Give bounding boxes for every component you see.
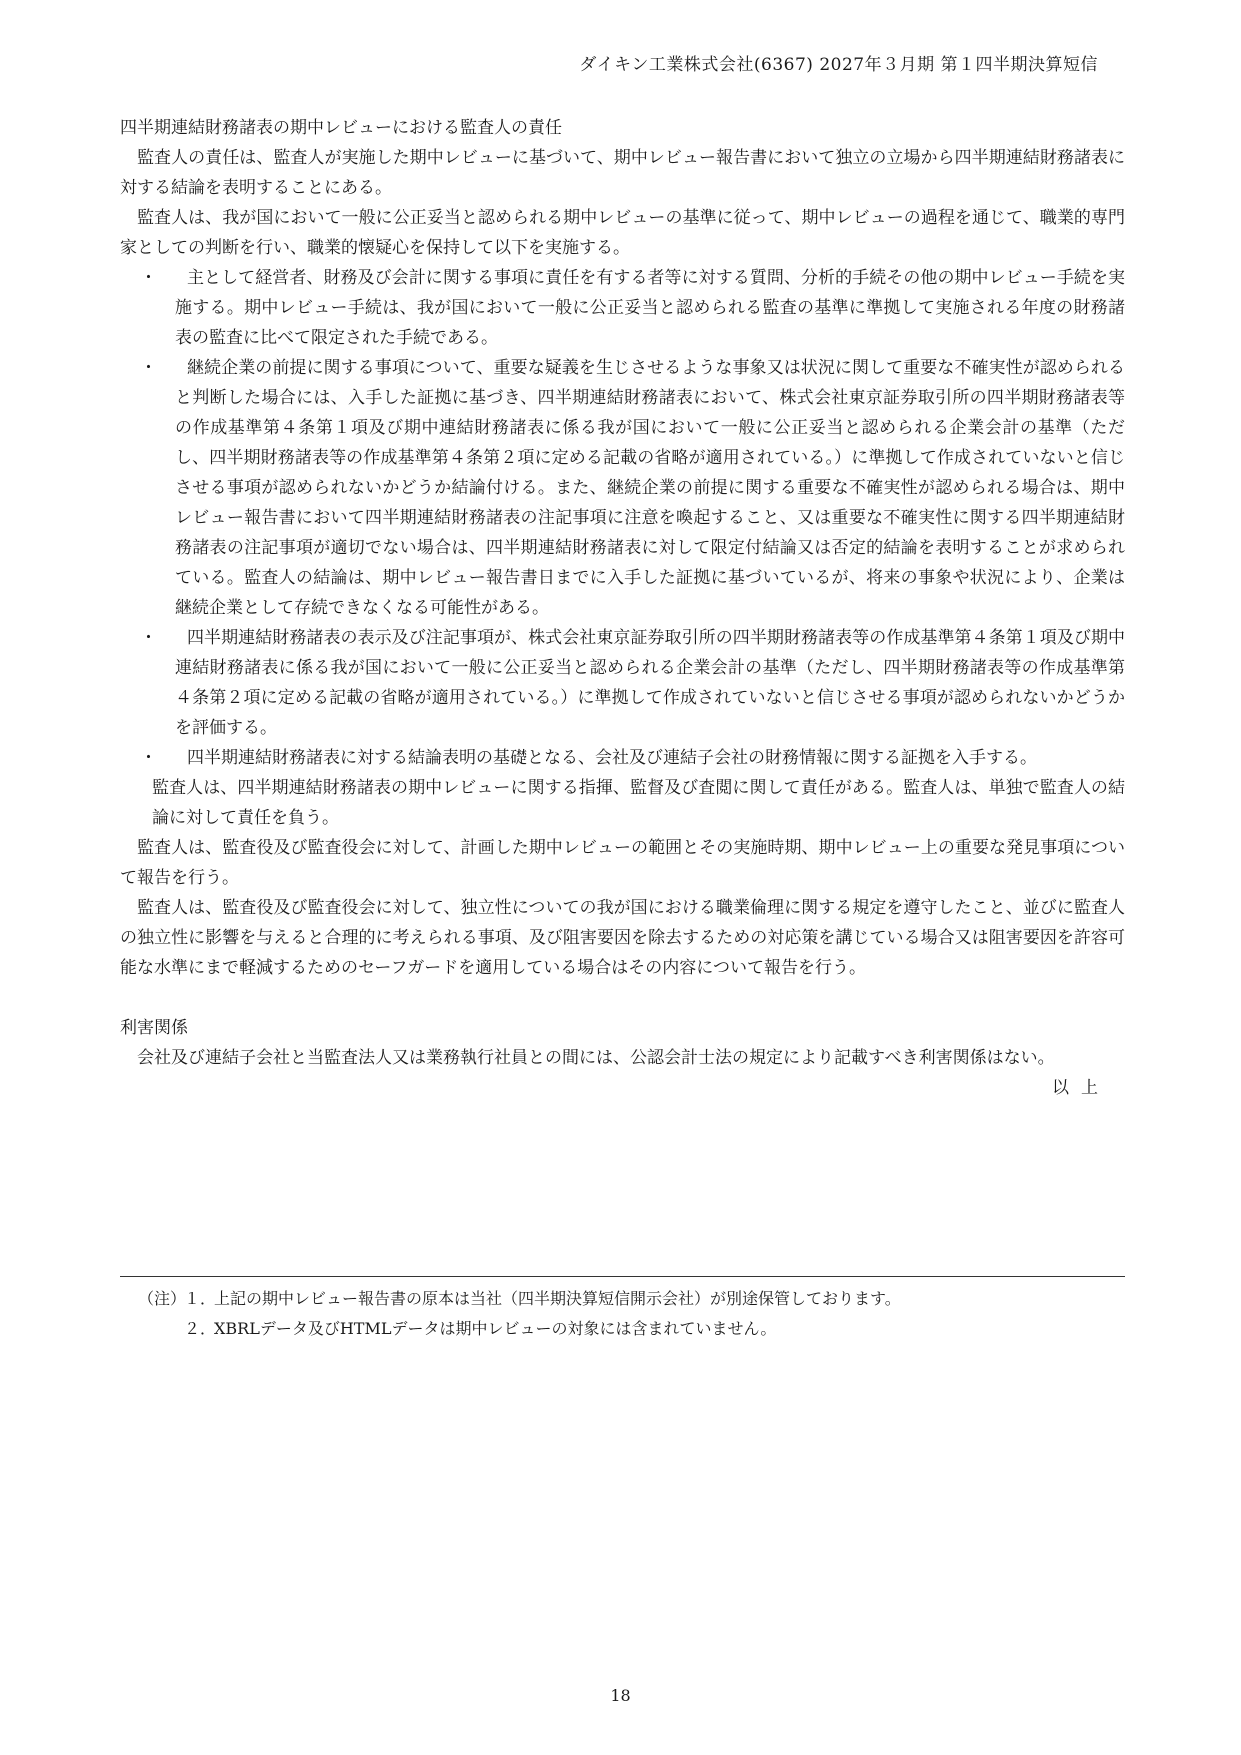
list-continuation: 監査人は、四半期連結財務諸表の期中レビューに関する指揮、監督及び査閲に関して責任がある。監査人は、単独で監査人の結論に対して責任を負う。: [152, 778, 1125, 828]
paragraph: 監査人は、監査役及び監査役会に対して、計画した期中レビューの範囲とその実施時期、期中レビュー上の重要な発見事項について報告を行う。: [120, 838, 1125, 888]
footnote-text: 上記の期中レビュー報告書の原本は当社（四半期決算短信開示会社）が別途保管しております。: [214, 1289, 901, 1308]
footnote-divider: [120, 1276, 1125, 1277]
bullet-list: [120, 263, 1125, 773]
footnote-prefix-spacer: [138, 1314, 184, 1344]
footnote-row: [138, 1314, 901, 1344]
paragraph: 監査人は、我が国において一般に公正妥当と認められる期中レビューの基準に従って、期中レビューの過程を通じて、職業的専門家としての判断を行い、職業的懐疑心を保持して以下を実施する。: [120, 208, 1125, 258]
list-item: [140, 353, 1125, 623]
footnote-number: ２．: [184, 1319, 217, 1338]
spacer: [120, 983, 1125, 1013]
document-body: [120, 113, 1125, 1103]
bullet-mark: ・: [140, 358, 157, 378]
paragraph: 監査人の責任は、監査人が実施した期中レビューに基づいて、期中レビュー報告書において独立の立場から四半期連結財務諸表に対する結論を表明することにある。: [120, 148, 1125, 198]
footnote-text: XBRLデータ及びHTMLデータは期中レビューの対象には含まれていません。: [214, 1319, 777, 1338]
list-item: [140, 743, 1125, 773]
closing-mark: 以上: [1052, 1078, 1110, 1098]
list-item-text: 四半期連結財務諸表の表示及び注記事項が、株式会社東京証券取引所の四半期財務諸表等の作成基準第４条第１項及び期中連結財務諸表に係る我が国において一般に公正妥当と認められる企業会計の基準（ただし、四半期財務諸表等の作成基準第４条第２項に定める記載の省略が適用されている。）に準拠して作成されていないと信じさせる事項が認められないかどうかを評価する。: [175, 628, 1125, 738]
section-heading-interests: 利害関係: [120, 1018, 188, 1038]
section-heading-auditor-responsibility: 四半期連結財務諸表の期中レビューにおける監査人の責任: [120, 118, 562, 138]
list-item-text: 四半期連結財務諸表に対する結論表明の基礎となる、会社及び連結子会社の財務情報に関する証拠を入手する。: [187, 748, 1037, 768]
footnotes: [138, 1284, 901, 1344]
list-item: [140, 623, 1125, 743]
paragraph: 監査人は、監査役及び監査役会に対して、独立性についての我が国における職業倫理に関する規定を遵守したこと、並びに監査人の独立性に影響を与えると合理的に考えられる事項、及び阻害要因を除去するための対応策を講じている場合又は阻害要因を許容可能な水準にまで軽減するためのセーフガードを適用している場合はその内容について報告を行う。: [120, 898, 1125, 978]
footnote-row: [138, 1284, 901, 1314]
bullet-mark: ・: [140, 268, 157, 288]
page-header: ダイキン工業株式会社(6367) 2027年３月期 第１四半期決算短信: [579, 55, 1098, 75]
page-number: 18: [610, 1686, 631, 1705]
list-item-text: 主として経営者、財務及び会計に関する事項に責任を有する者等に対する質問、分析的手続その他の期中レビュー手続を実施する。期中レビュー手続は、我が国において一般に公正妥当と認められる監査の基準に準拠して実施される年度の財務諸表の監査に比べて限定された手続である。: [175, 268, 1125, 348]
bullet-mark: ・: [140, 748, 157, 768]
paragraph: 会社及び連結子会社と当監査法人又は業務執行社員との間には、公認会計士法の規定により記載すべき利害関係はない。: [137, 1048, 1055, 1068]
list-item: [140, 263, 1125, 353]
bullet-mark: ・: [140, 628, 157, 648]
footnote-prefix: （注）: [138, 1289, 187, 1308]
list-item-text: 継続企業の前提に関する事項について、重要な疑義を生じさせるような事象又は状況に関して重要な不確実性が認められると判断した場合には、入手した証拠に基づき、四半期連結財務諸表において、株式会社東京証券取引所の四半期財務諸表等の作成基準第４条第１項及び期中連結財務諸表に係る我が国において一般に公正妥当と認められる企業会計の基準（ただし、四半期財務諸表等の作成基準第４条第２項に定める記載の省略が適用されている。）に準拠して作成されていないと信じさせる事項が認められないかどうか結論付ける。また、継続企業の前提に関する重要な不確実性が認められる場合は、期中レビュー報告書において四半期連結財務諸表の注記事項に注意を喚起すること、又は重要な不確実性に関する四半期連結財務諸表の注記事項が適切でない場合は、四半期連結財務諸表に対して限定付結論又は否定的結論を表明することが求められている。監査人の結論は、期中レビュー報告書日までに入手した証拠に基づいているが、将来の事象や状況により、企業は継続企業として存続できなくなる可能性がある。: [175, 358, 1125, 618]
footnote-number: １．: [184, 1289, 217, 1308]
